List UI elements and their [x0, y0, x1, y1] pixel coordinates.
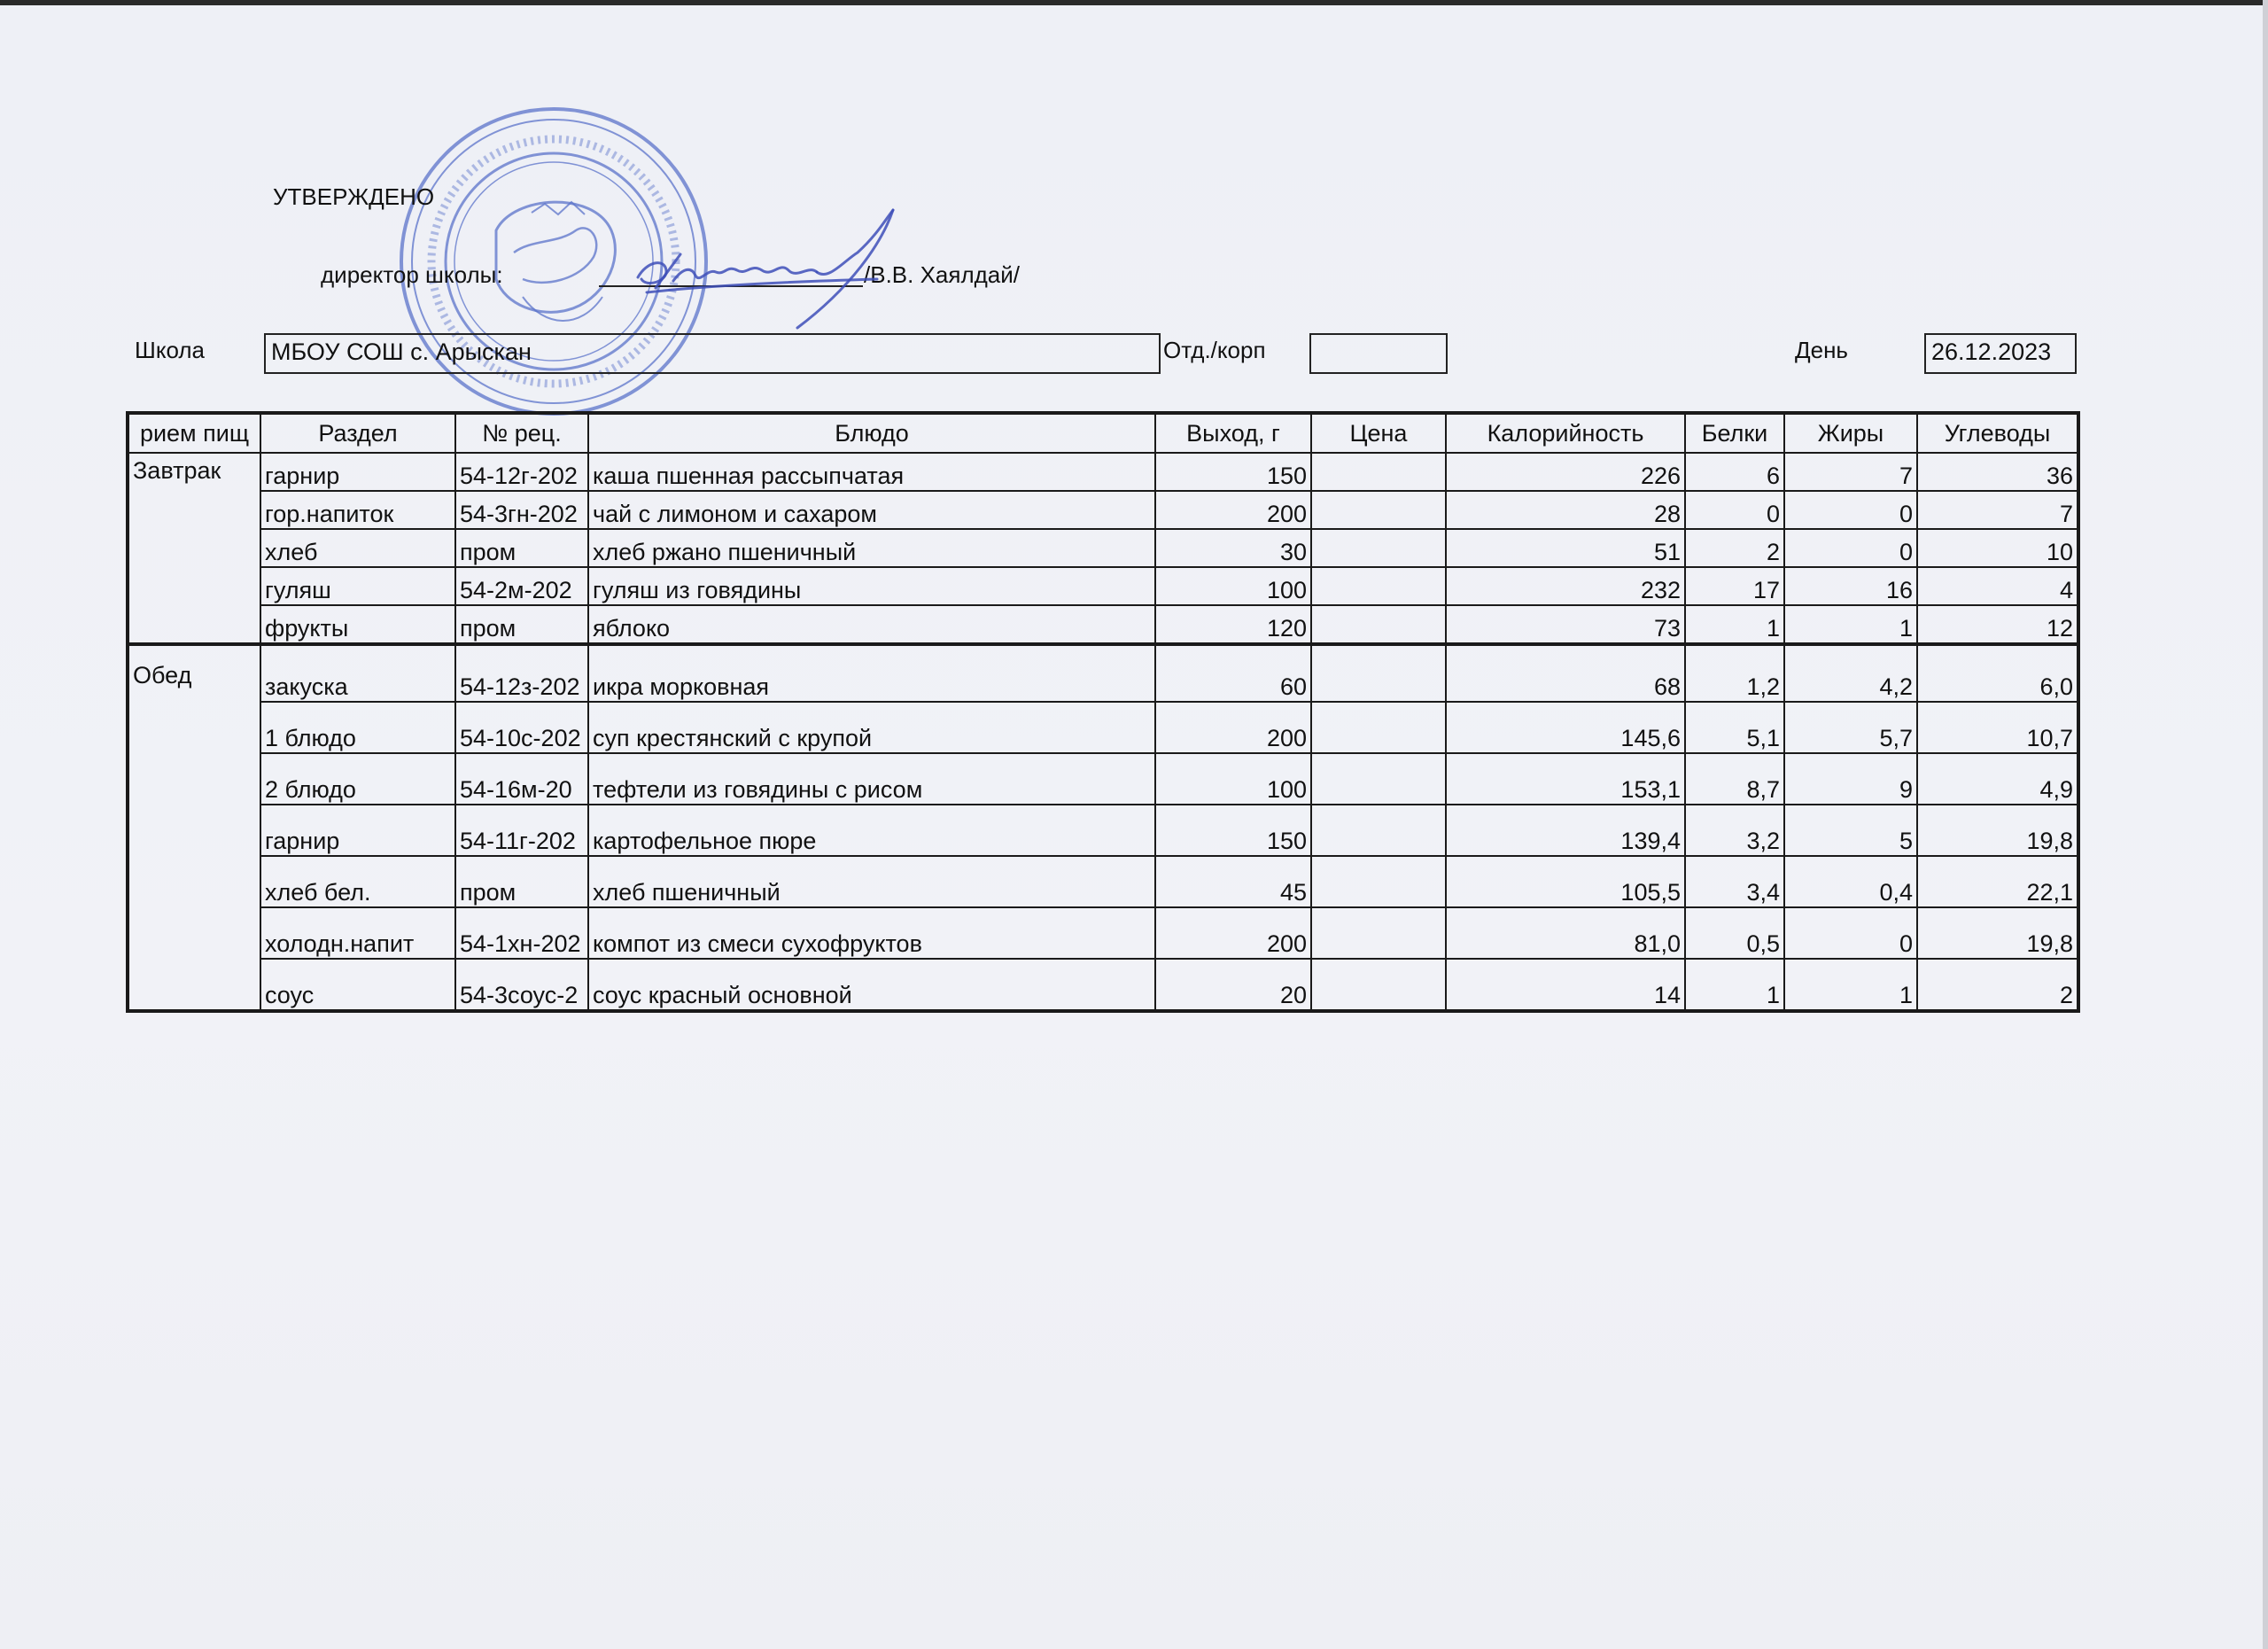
cell-carbs: 19,8: [1917, 907, 2078, 959]
cell-section: гарнир: [260, 805, 455, 856]
cell-recipe: 54-3соус-2: [455, 959, 588, 1011]
cell-fat: 16: [1784, 567, 1917, 605]
cell-recipe: 54-10с-202: [455, 702, 588, 753]
cell-fat: 0,4: [1784, 856, 1917, 907]
cell-yield: 100: [1155, 567, 1311, 605]
cell-yield: 120: [1155, 605, 1311, 644]
cell-price: [1311, 805, 1446, 856]
col-price: Цена: [1311, 413, 1446, 453]
table-row: [128, 644, 2078, 702]
day-label: День: [1795, 337, 1848, 363]
cell-dish: хлеб пшеничный: [588, 856, 1155, 907]
cell-section: соус: [260, 959, 455, 1011]
col-recipe: № рец.: [455, 413, 588, 453]
cell-yield: 200: [1155, 491, 1311, 529]
cell-kcal: 73: [1446, 605, 1685, 644]
cell-protein: 3,4: [1685, 856, 1784, 907]
cell-kcal: 51: [1446, 529, 1685, 567]
cell-yield: 60: [1155, 644, 1311, 702]
day-field: 26.12.2023: [1924, 333, 2077, 374]
school-label: Школа: [135, 337, 206, 363]
director-label: директор школы:: [321, 261, 503, 288]
col-protein: Белки: [1685, 413, 1784, 453]
cell-kcal: 232: [1446, 567, 1685, 605]
cell-price: [1311, 959, 1446, 1011]
cell-protein: 1: [1685, 959, 1784, 1011]
cell-fat: 9: [1784, 753, 1917, 805]
director-name: /В.В. Хаялдай/: [864, 261, 1021, 288]
cell-carbs: 7: [1917, 491, 2078, 529]
table-row: [128, 856, 2078, 907]
cell-section: фрукты: [260, 605, 455, 644]
table-row: [128, 959, 2078, 1011]
cell-protein: 1: [1685, 605, 1784, 644]
table-row: [128, 605, 2078, 644]
cell-fat: 1: [1784, 605, 1917, 644]
cell-recipe: 54-16м-20: [455, 753, 588, 805]
cell-price: [1311, 702, 1446, 753]
cell-section: 2 блюдо: [260, 753, 455, 805]
cell-section: гор.напиток: [260, 491, 455, 529]
cell-protein: 8,7: [1685, 753, 1784, 805]
cell-dish: каша пшенная рассыпчатая: [588, 453, 1155, 491]
cell-kcal: 139,4: [1446, 805, 1685, 856]
col-yield: Выход, г: [1155, 413, 1311, 453]
cell-recipe: 54-12з-202: [455, 644, 588, 702]
cell-carbs: 36: [1917, 453, 2078, 491]
cell-yield: 30: [1155, 529, 1311, 567]
cell-kcal: 14: [1446, 959, 1685, 1011]
cell-fat: 0: [1784, 491, 1917, 529]
col-section: Раздел: [260, 413, 455, 453]
cell-carbs: 4,9: [1917, 753, 2078, 805]
cell-kcal: 153,1: [1446, 753, 1685, 805]
scan-edge-top: [0, 0, 2268, 5]
cell-carbs: 10,7: [1917, 702, 2078, 753]
cell-yield: 200: [1155, 907, 1311, 959]
col-dish: Блюдо: [588, 413, 1155, 453]
cell-dish: чай с лимоном и сахаром: [588, 491, 1155, 529]
cell-yield: 100: [1155, 753, 1311, 805]
dept-field: [1309, 333, 1448, 374]
cell-section: хлеб бел.: [260, 856, 455, 907]
cell-yield: 20: [1155, 959, 1311, 1011]
cell-carbs: 6,0: [1917, 644, 2078, 702]
cell-dish: гуляш из говядины: [588, 567, 1155, 605]
cell-recipe: 54-12г-202: [455, 453, 588, 491]
cell-dish: хлеб ржано пшеничный: [588, 529, 1155, 567]
cell-dish: икра морковная: [588, 644, 1155, 702]
cell-recipe: пром: [455, 605, 588, 644]
cell-protein: 3,2: [1685, 805, 1784, 856]
table-row: [128, 805, 2078, 856]
cell-price: [1311, 907, 1446, 959]
cell-protein: 0: [1685, 491, 1784, 529]
cell-carbs: 12: [1917, 605, 2078, 644]
cell-recipe: 54-3гн-202: [455, 491, 588, 529]
cell-carbs: 19,8: [1917, 805, 2078, 856]
menu-table: [126, 411, 2080, 1013]
cell-protein: 0,5: [1685, 907, 1784, 959]
cell-protein: 6: [1685, 453, 1784, 491]
cell-yield: 45: [1155, 856, 1311, 907]
cell-carbs: 22,1: [1917, 856, 2078, 907]
table-row: [128, 491, 2078, 529]
cell-kcal: 68: [1446, 644, 1685, 702]
meal-breakfast: Завтрак: [128, 453, 260, 644]
cell-recipe: пром: [455, 529, 588, 567]
cell-dish: компот из смеси сухофруктов: [588, 907, 1155, 959]
cell-section: закуска: [260, 644, 455, 702]
cell-carbs: 4: [1917, 567, 2078, 605]
cell-recipe: пром: [455, 856, 588, 907]
meal-lunch: Обед: [128, 644, 260, 1011]
cell-dish: соус красный основной: [588, 959, 1155, 1011]
scan-edge-right: [2263, 0, 2268, 1649]
col-carbs: Углеводы: [1917, 413, 2078, 453]
cell-kcal: 105,5: [1446, 856, 1685, 907]
table-row: [128, 567, 2078, 605]
table-row: [128, 753, 2078, 805]
cell-yield: 150: [1155, 805, 1311, 856]
cell-price: [1311, 529, 1446, 567]
col-meal: рием пищ: [128, 413, 260, 453]
cell-price: [1311, 856, 1446, 907]
cell-section: гарнир: [260, 453, 455, 491]
col-kcal: Калорийность: [1446, 413, 1685, 453]
cell-recipe: 54-1хн-202: [455, 907, 588, 959]
cell-fat: 5,7: [1784, 702, 1917, 753]
cell-fat: 7: [1784, 453, 1917, 491]
cell-price: [1311, 567, 1446, 605]
cell-protein: 1,2: [1685, 644, 1784, 702]
cell-price: [1311, 605, 1446, 644]
cell-price: [1311, 644, 1446, 702]
cell-kcal: 28: [1446, 491, 1685, 529]
cell-dish: тефтели из говядины с рисом: [588, 753, 1155, 805]
cell-carbs: 10: [1917, 529, 2078, 567]
signature-icon: [611, 199, 913, 332]
table-row: [128, 453, 2078, 491]
table-header-row: [128, 413, 2078, 453]
dept-label: Отд./корп: [1163, 337, 1266, 363]
cell-fat: 0: [1784, 907, 1917, 959]
cell-recipe: 54-11г-202: [455, 805, 588, 856]
cell-protein: 17: [1685, 567, 1784, 605]
cell-protein: 5,1: [1685, 702, 1784, 753]
cell-section: гуляш: [260, 567, 455, 605]
cell-protein: 2: [1685, 529, 1784, 567]
cell-section: хлеб: [260, 529, 455, 567]
cell-section: холодн.напит: [260, 907, 455, 959]
cell-yield: 200: [1155, 702, 1311, 753]
cell-kcal: 226: [1446, 453, 1685, 491]
cell-price: [1311, 491, 1446, 529]
cell-dish: картофельное пюре: [588, 805, 1155, 856]
cell-kcal: 81,0: [1446, 907, 1685, 959]
cell-dish: яблоко: [588, 605, 1155, 644]
cell-fat: 4,2: [1784, 644, 1917, 702]
table-row: [128, 907, 2078, 959]
cell-dish: суп крестянский с крупой: [588, 702, 1155, 753]
cell-kcal: 145,6: [1446, 702, 1685, 753]
cell-fat: 5: [1784, 805, 1917, 856]
cell-fat: 1: [1784, 959, 1917, 1011]
cell-fat: 0: [1784, 529, 1917, 567]
cell-carbs: 2: [1917, 959, 2078, 1011]
cell-price: [1311, 753, 1446, 805]
cell-price: [1311, 453, 1446, 491]
cell-section: 1 блюдо: [260, 702, 455, 753]
school-field: МБОУ СОШ с. Арыскан: [264, 333, 1161, 374]
col-fat: Жиры: [1784, 413, 1917, 453]
table-row: [128, 529, 2078, 567]
cell-recipe: 54-2м-202: [455, 567, 588, 605]
approved-label: УТВЕРЖДЕНО: [273, 183, 435, 210]
cell-yield: 150: [1155, 453, 1311, 491]
table-row: [128, 702, 2078, 753]
